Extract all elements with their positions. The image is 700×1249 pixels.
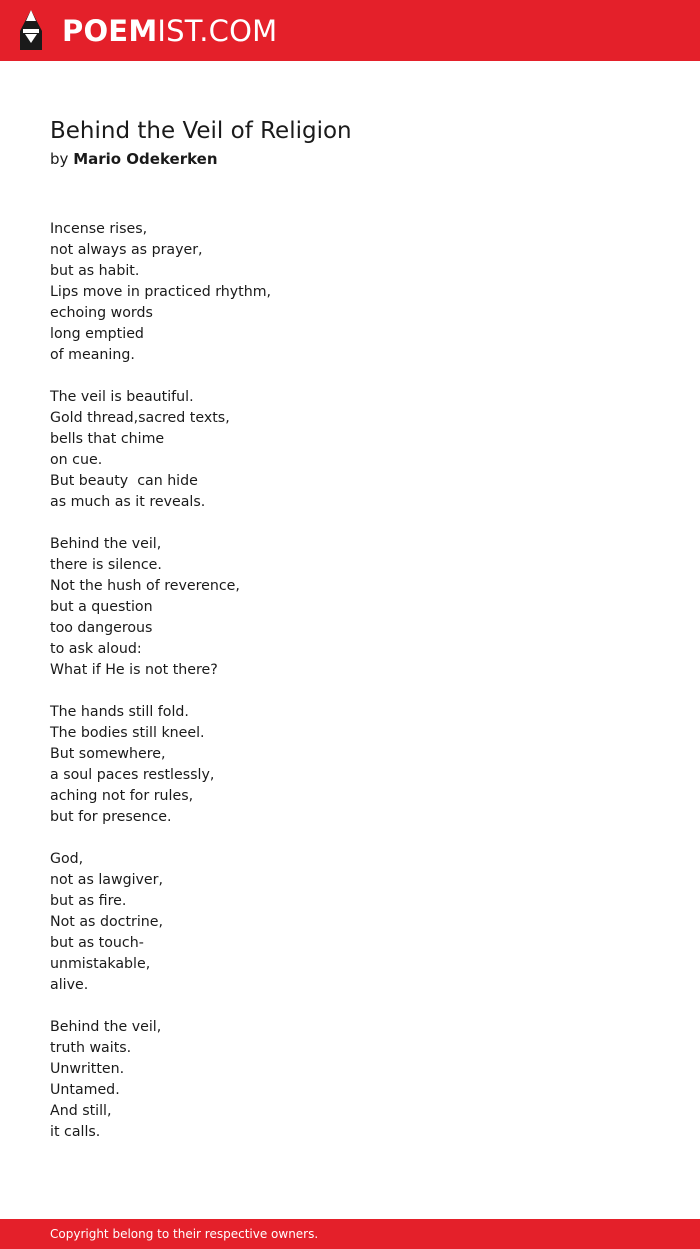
by-label: by: [50, 150, 69, 168]
poem-line: The hands still fold.: [50, 704, 189, 720]
poem-line: but a question: [50, 599, 153, 615]
poem-line: But beauty can hide: [50, 473, 198, 489]
poem-line: But somewhere,: [50, 746, 166, 762]
byline: [50, 149, 218, 169]
poem-line: Gold thread,sacred texts,: [50, 410, 230, 426]
poem-line: to ask aloud:: [50, 641, 142, 657]
poem-line: echoing words: [50, 305, 153, 321]
poem-line: alive.: [50, 977, 89, 993]
poem-line: on cue.: [50, 452, 103, 468]
site-footer: [0, 1219, 700, 1249]
poem-line: it calls.: [50, 1124, 101, 1140]
poem-line: not always as prayer,: [50, 242, 203, 258]
poem-line: Not as doctrine,: [50, 914, 164, 930]
poem-stanza: [50, 219, 670, 366]
author-name: Mario Odekerken: [73, 150, 218, 168]
poem-stanza: [50, 1017, 670, 1143]
poem-line: as much as it reveals.: [50, 494, 206, 510]
poem-line: long emptied: [50, 326, 144, 342]
poem-line: not as lawgiver,: [50, 872, 163, 888]
poem-stanza: [50, 702, 670, 828]
poem-title: Behind the Veil of Religion: [50, 118, 352, 144]
poem-stanza: [50, 849, 670, 996]
poem-line: Untamed.: [50, 1082, 120, 1098]
site-logo[interactable]: [62, 13, 277, 49]
poem-line: And still,: [50, 1103, 112, 1119]
poem-body: [50, 219, 670, 1164]
poem-line: Lips move in practiced rhythm,: [50, 284, 272, 300]
poem-line: Unwritten.: [50, 1061, 125, 1077]
site-header: [0, 0, 700, 61]
logo-light-text: IST.COM: [157, 14, 278, 48]
poem-stanza: [50, 387, 670, 513]
poem-line: but as fire.: [50, 893, 127, 909]
poem-line: What if He is not there?: [50, 662, 218, 678]
poem-line: Behind the veil,: [50, 536, 162, 552]
poem-line: too dangerous: [50, 620, 153, 636]
poem-line: but as habit.: [50, 263, 140, 279]
poem-line: truth waits.: [50, 1040, 132, 1056]
poem-line: unmistakable,: [50, 956, 151, 972]
poem-line: but for presence.: [50, 809, 172, 825]
poem-line: a soul paces restlessly,: [50, 767, 215, 783]
poem-line: The bodies still kneel.: [50, 725, 205, 741]
poem-line: but as touch-: [50, 935, 144, 951]
poem-line: of meaning.: [50, 347, 135, 363]
poem-line: aching not for rules,: [50, 788, 194, 804]
poem-line: God,: [50, 851, 84, 867]
poem-line: Behind the veil,: [50, 1019, 162, 1035]
copyright-text: Copyright belong to their respective owners.: [50, 1227, 319, 1241]
pencil-tip-icon[interactable]: [17, 9, 45, 51]
poem-line: The veil is beautiful.: [50, 389, 194, 405]
poem-line: there is silence.: [50, 557, 162, 573]
poem-line: bells that chime: [50, 431, 165, 447]
poem-line: Incense rises,: [50, 221, 148, 237]
poem-line: Not the hush of reverence,: [50, 578, 240, 594]
poem-stanza: [50, 534, 670, 681]
logo-bold-text: POEM: [62, 14, 158, 48]
